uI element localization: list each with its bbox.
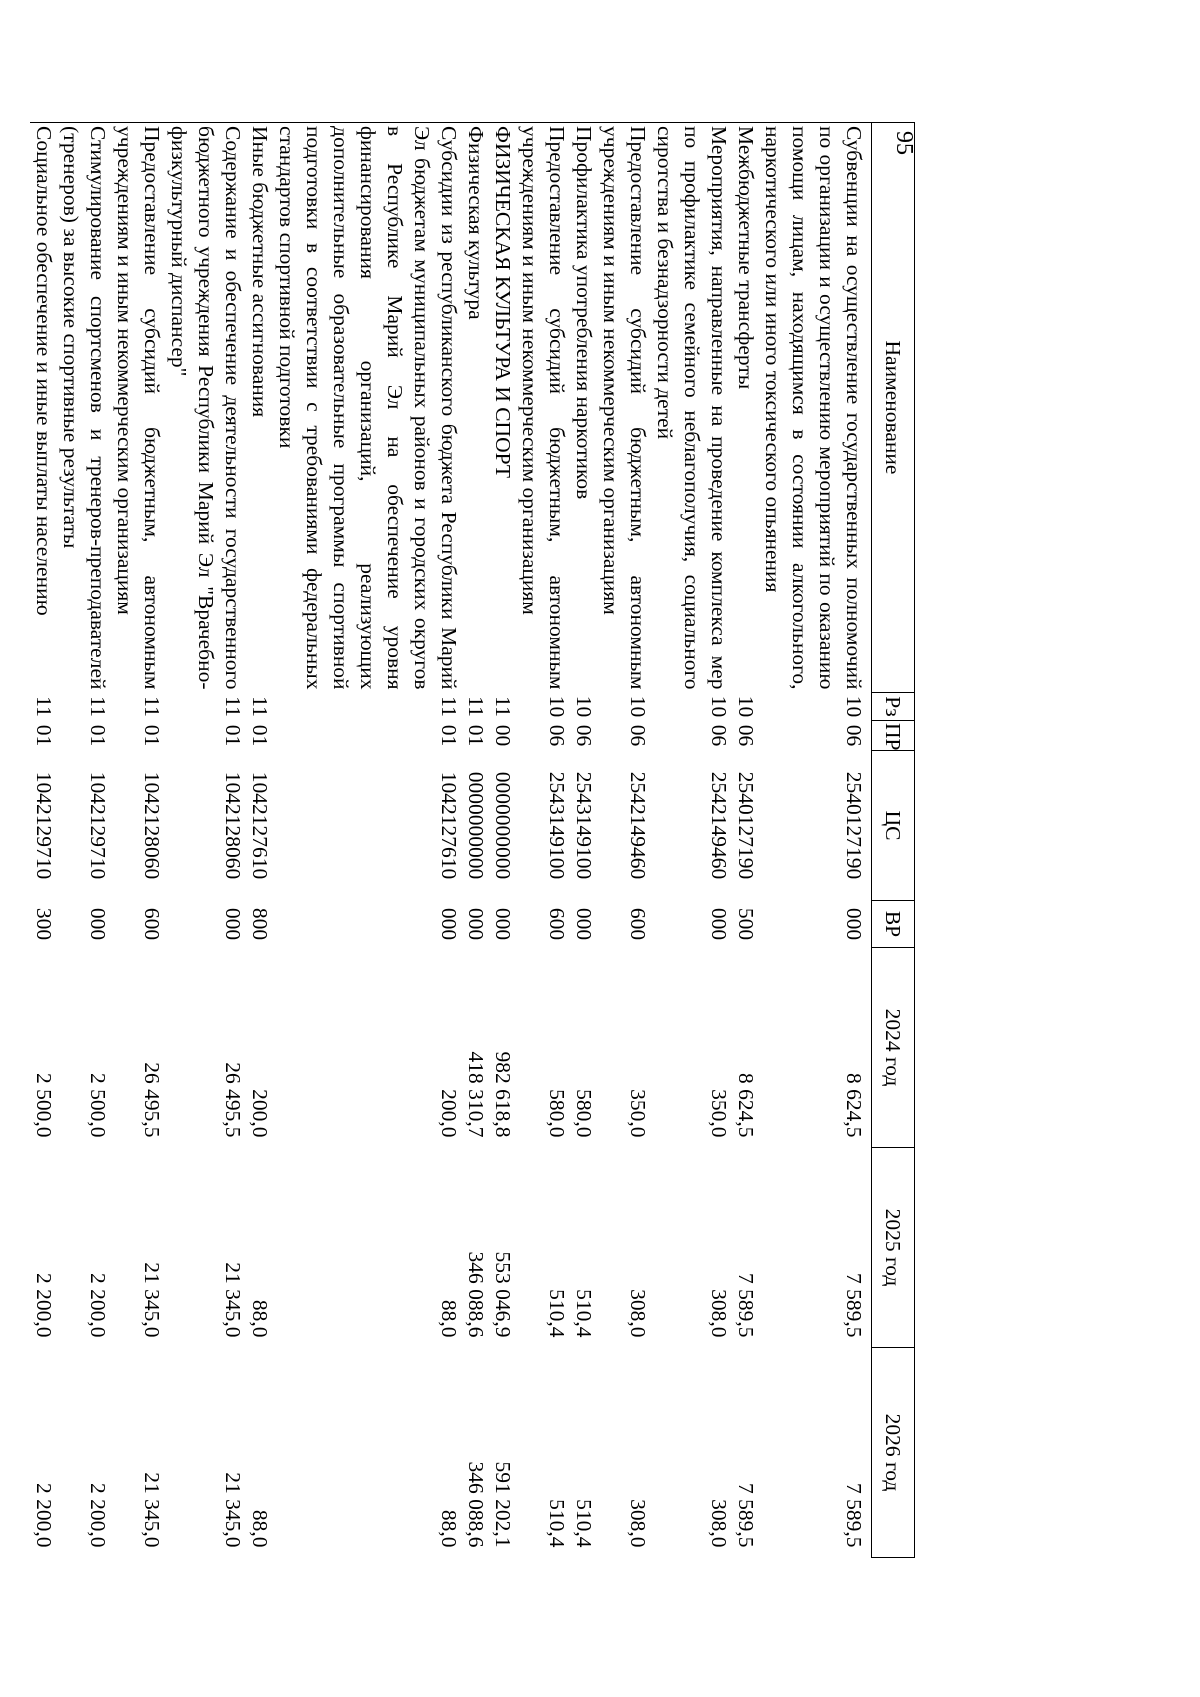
row-2024: 2 500,0 [86, 1073, 110, 1138]
table-row [57, 123, 111, 1558]
row-2024: 982 618,8 [491, 1051, 515, 1138]
row-2025: 21 345,0 [140, 1262, 164, 1338]
row-cs: 1042127610 [248, 771, 272, 880]
row-2024: 350,0 [626, 1089, 650, 1138]
row-pr: 01 [140, 724, 164, 747]
row-pr: 06 [626, 724, 650, 747]
row-vr: 000 [572, 907, 596, 941]
row-vr: 000 [464, 907, 488, 941]
row-cs: 2540127190 [734, 771, 758, 880]
row-vr: 000 [491, 907, 515, 941]
header-2024: 2024 год [872, 948, 915, 1148]
row-rz: 11 [221, 696, 245, 717]
row-2024: 580,0 [545, 1089, 569, 1138]
row-rz: 11 [437, 696, 461, 717]
row-vr: 000 [842, 907, 866, 941]
row-2025: 346 088,6 [464, 1251, 488, 1338]
row-2025: 308,0 [626, 1289, 650, 1338]
table-row [111, 123, 165, 1558]
row-cs: 2543149100 [545, 771, 569, 880]
row-rz: 10 [626, 695, 650, 718]
row-2025: 2 200,0 [86, 1273, 110, 1338]
row-cs: 1042128060 [221, 771, 245, 880]
table-row [732, 123, 759, 1558]
row-2024: 26 495,5 [140, 1062, 164, 1138]
row-name: Содержание и обеспечение деятельности государственного бюджетного учреждения Республики Марий Эл "Врачебно-физкультурный диспансер" [167, 126, 245, 690]
row-cs: 2542149460 [626, 771, 650, 880]
row-rz: 11 [86, 696, 110, 717]
row-pr: 06 [707, 724, 731, 747]
row-2025: 308,0 [707, 1289, 731, 1338]
row-pr: 01 [221, 724, 245, 747]
row-cs: 1042127610 [437, 771, 461, 880]
table-row [165, 123, 246, 1558]
row-2024: 418 310,7 [464, 1051, 488, 1138]
row-cs: 1042129710 [32, 771, 56, 880]
row-rz: 10 [572, 695, 596, 718]
row-vr: 000 [86, 907, 110, 941]
row-pr: 01 [464, 724, 488, 747]
row-rz: 11 [32, 696, 56, 717]
row-vr: 000 [221, 907, 245, 941]
row-vr: 000 [707, 907, 731, 941]
budget-table-container [32, 122, 915, 1557]
row-rz: 10 [545, 695, 569, 718]
row-pr: 01 [248, 724, 272, 747]
row-cs: 0000000000 [464, 771, 488, 880]
row-pr: 01 [86, 724, 110, 747]
row-2024: 200,0 [248, 1089, 272, 1138]
row-2025: 510,4 [572, 1289, 596, 1338]
row-name: Предоставление субсидий бюджетным, автономным учреждениям и иным некоммерческим организациям [113, 126, 164, 690]
row-pr: 06 [734, 724, 758, 747]
row-2026: 7 589,5 [734, 1483, 758, 1548]
row-cs: 0000000000 [491, 771, 515, 880]
row-2026: 7 589,5 [842, 1483, 866, 1548]
row-name: Социальное обеспечение и иные выплаты населению [32, 126, 56, 616]
row-pr: 01 [437, 724, 461, 747]
row-2025: 88,0 [437, 1299, 461, 1338]
header-cs: ЦС [872, 751, 915, 901]
row-2026: 88,0 [248, 1509, 272, 1548]
header-vr: ВР [872, 901, 915, 948]
row-2024: 8 624,5 [734, 1073, 758, 1138]
table-header-row [872, 123, 915, 1558]
row-name: Предоставление субсидий бюджетным, автономным учреждениям и иным некоммерческим организациям [518, 126, 569, 690]
row-2025: 553 046,9 [491, 1251, 515, 1338]
row-2024: 200,0 [437, 1089, 461, 1138]
row-2026: 510,4 [545, 1499, 569, 1548]
row-2025: 510,4 [545, 1289, 569, 1338]
row-name: Межбюджетные трансферты [734, 126, 758, 390]
row-name: Предоставление субсидий бюджетным, автономным учреждениям и иным некоммерческим организациям [599, 126, 650, 690]
row-cs: 2540127190 [842, 771, 866, 880]
row-name: Физическая культура [464, 126, 488, 320]
table-row [516, 123, 570, 1558]
row-2025: 7 589,5 [734, 1273, 758, 1338]
row-rz: 10 [842, 695, 866, 718]
row-rz: 11 [140, 696, 164, 717]
table-row [570, 123, 597, 1558]
row-name: Субвенции на осуществление государственных полномочий по организации и осуществлению мероприятий по оказанию помощи лицам, находящимся в состоянии алкогольного, наркотического или иного токсического опьянения [761, 126, 866, 690]
row-vr: 500 [734, 907, 758, 941]
budget-table [30, 122, 915, 1558]
row-2026: 308,0 [626, 1499, 650, 1548]
row-rz: 11 [464, 696, 488, 717]
row-2024: 2 500,0 [32, 1073, 56, 1138]
row-vr: 800 [248, 907, 272, 941]
row-name: Мероприятия, направленные на проведение комплекса мер по профилактике семейного неблагополучия, социального сиротства и безнадзорности детей [653, 126, 731, 690]
table-row [489, 123, 516, 1558]
row-name: Стимулирование спортсменов и тренеров-преподавателей (тренеров) за высокие спортивные результаты [59, 126, 110, 690]
row-2024: 8 624,5 [842, 1073, 866, 1138]
row-rz: 11 [491, 696, 515, 717]
row-rz: 10 [707, 695, 731, 718]
row-cs: 1042128060 [140, 771, 164, 880]
table-row [759, 123, 872, 1558]
row-pr: 06 [842, 724, 866, 747]
table-row [462, 123, 489, 1558]
row-2026: 88,0 [437, 1509, 461, 1548]
row-2024: 26 495,5 [221, 1062, 245, 1138]
row-rz: 11 [248, 696, 272, 717]
row-pr: 00 [491, 724, 515, 747]
row-cs: 2542149460 [707, 771, 731, 880]
header-2026: 2026 год [872, 1348, 915, 1558]
row-name: Иные бюджетные ассигнования [248, 126, 272, 418]
row-vr: 600 [626, 907, 650, 941]
row-2026: 308,0 [707, 1499, 731, 1548]
table-row [30, 123, 57, 1558]
row-2025: 88,0 [248, 1299, 272, 1338]
header-pr: ПР [872, 721, 915, 751]
row-vr: 000 [437, 907, 461, 941]
table-row [273, 123, 462, 1558]
row-pr: 06 [545, 724, 569, 747]
row-2026: 591 202,1 [491, 1461, 515, 1548]
table-row [246, 123, 273, 1558]
row-rz: 10 [734, 695, 758, 718]
row-pr: 06 [572, 724, 596, 747]
header-name: Наименование [872, 123, 915, 693]
row-2026: 2 200,0 [86, 1483, 110, 1548]
row-vr: 300 [32, 907, 56, 941]
header-2025: 2025 год [872, 1148, 915, 1348]
row-2024: 580,0 [572, 1089, 596, 1138]
page-number: 95 [891, 131, 917, 155]
row-2026: 346 088,6 [464, 1461, 488, 1548]
row-2026: 510,4 [572, 1499, 596, 1548]
row-2025: 7 589,5 [842, 1273, 866, 1338]
table-row [597, 123, 651, 1558]
header-rz: Рз [872, 693, 915, 721]
table-row [651, 123, 732, 1558]
row-cs: 2543149100 [572, 771, 596, 880]
row-2024: 350,0 [707, 1089, 731, 1138]
row-vr: 600 [545, 907, 569, 941]
row-2025: 21 345,0 [221, 1262, 245, 1338]
row-2026: 2 200,0 [32, 1483, 56, 1548]
row-name: ФИЗИЧЕСКАЯ КУЛЬТУРА И СПОРТ [491, 126, 515, 478]
row-2026: 21 345,0 [140, 1472, 164, 1548]
row-pr: 01 [32, 724, 56, 747]
row-name: Субсидии из республиканского бюджета Республики Марий Эл бюджетам муниципальных районов и городских округов в Республике Марий Эл на обеспечение уровня финансирования организаций, реализующих дополнительные образовательные программы спортивной подготовки в соответствии с требованиями федеральных стандартов спортивной подготовки [275, 126, 461, 690]
row-2025: 2 200,0 [32, 1273, 56, 1338]
row-name: Профилактика употребления наркотиков [572, 126, 596, 500]
row-2026: 21 345,0 [221, 1472, 245, 1548]
row-vr: 600 [140, 907, 164, 941]
row-cs: 1042129710 [86, 771, 110, 880]
